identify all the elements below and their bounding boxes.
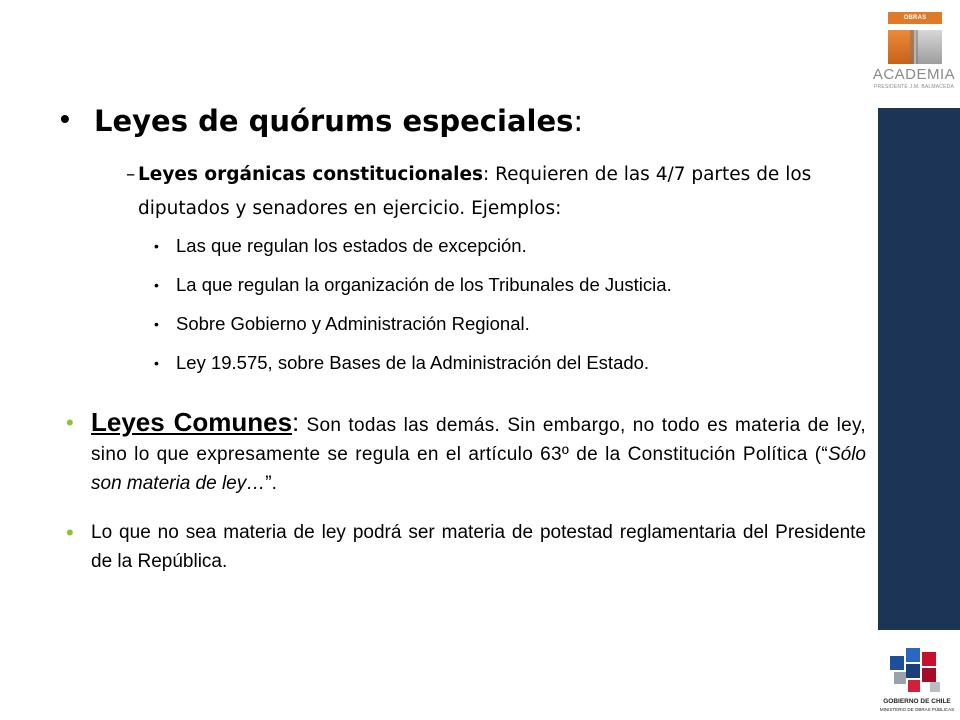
example-bullet: • [154,238,159,254]
logo-cube-shade [910,30,918,64]
example-text: Ley 19.575, sobre Bases de la Administración del Estado. [176,352,650,373]
example-bullet: • [154,316,159,332]
academia-text: ACADEMIA [872,66,956,83]
example-text: Las que regulan los estados de excepción. [176,235,527,256]
leyes-comunes-title: Leyes Comunes [91,407,293,437]
leyes-comunes-italic: Sólo son materia de ley… [91,444,866,494]
leyes-comunes-colon: : [292,407,300,437]
heading-title: Leyes de quórums especiales [94,104,574,138]
green-bullet: • [66,410,74,435]
academia-logo [872,4,956,100]
academia-subtitle: PRESIDENTE J.M. BALMACEDA [873,84,954,90]
potestad-text: Lo que no sea materia de ley podrá ser materia de potestad reglamentaria del Presidente de la República. [91,522,866,572]
green-bullet: • [66,520,74,545]
sub-item-dash: – [126,164,136,185]
sub-item-bold: Leyes orgánicas constitucionales [138,164,483,185]
example-text: Sobre Gobierno y Administración Regional. [176,313,530,334]
example-bullet: • [154,355,159,371]
logo-cube-gray [916,30,942,64]
heading-colon: : [573,104,584,138]
gobierno-text: GOBIERNO DE CHILE [883,698,951,705]
example-text: La que regulan la organización de los Tribunales de Justicia. [176,274,672,295]
ministerio-text: MINISTERIO DE OBRAS PÚBLICAS [879,707,955,712]
heading-bullet: • [60,103,70,134]
sub-item-rest: : Requieren de las 4/7 partes de los diputados y senadores en ejercicio. Ejemplos: [138,164,812,219]
sub-item-text [138,158,858,226]
leyes-comunes-intro: Son todas las demás. Sin embargo, no todo es materia de ley, sino lo que expresamente se regula en el artículo 63º de la Constitución Política (“ [91,415,866,465]
leyes-comunes-text [91,408,866,498]
obras-publicas-label: OBRAS [888,12,942,24]
heading-title-wrap [94,104,583,138]
example-bullet: • [154,277,159,293]
side-band [878,108,960,630]
gobierno-logo [874,638,960,718]
leyes-comunes-end: ”. [265,473,277,494]
gobierno-emblem-icon [886,642,948,698]
